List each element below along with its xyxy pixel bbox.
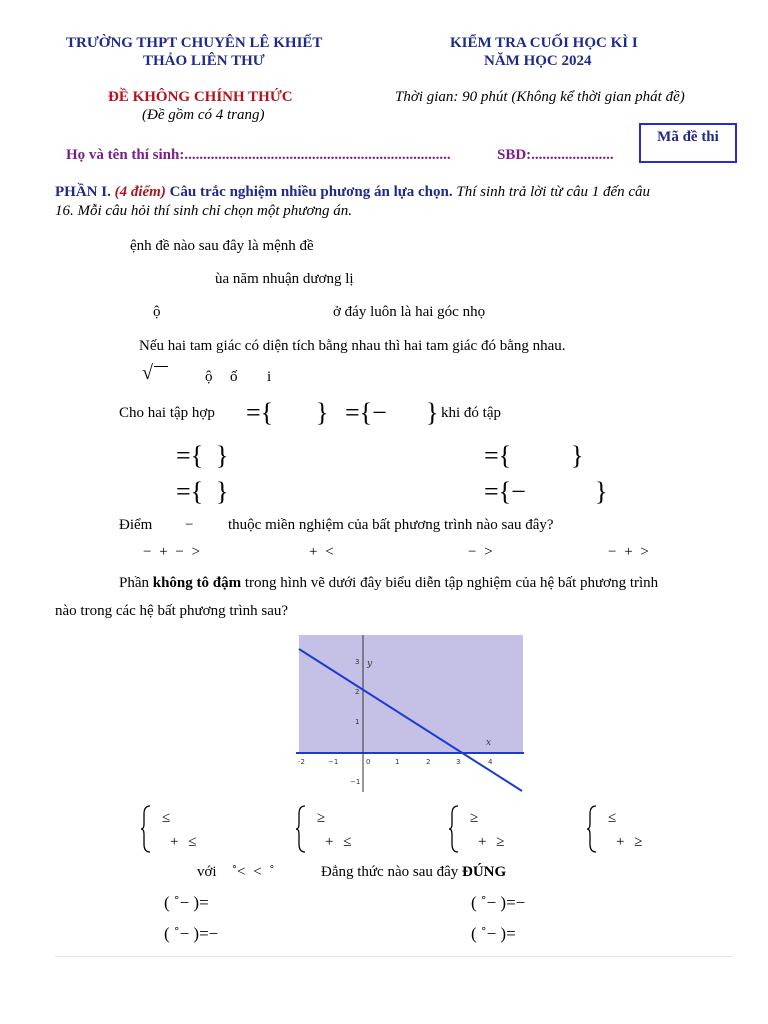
q5-stem-1: với (197, 864, 217, 880)
q2-option-a-open: ={ (176, 441, 204, 470)
y-tick-2: 2 (355, 688, 360, 696)
system-b-line2: + ≤ (325, 834, 352, 850)
system-d-line2: + ≥ (616, 834, 643, 850)
q1-option-d-1: ộ (205, 369, 213, 385)
part1-instr: Thí sinh trả lời từ câu 1 đến câu (456, 184, 651, 200)
q2-option-b-close: } (571, 441, 584, 470)
pages-note: (Đề gồm có 4 trang) (142, 107, 265, 123)
system-d-line1: ≤ (608, 810, 617, 826)
q3-dash: − (185, 517, 194, 533)
q5-stem-bold: ĐÚNG (462, 864, 507, 880)
q3-stem-2: thuộc miền nghiệm của bất phương trình nào sau đây? (228, 517, 554, 533)
exam-title: KIỂM TRA CUỐI HỌC KÌ I (450, 35, 638, 51)
y-axis-label: y (367, 659, 373, 669)
x-tick-neg2: -2 (298, 758, 305, 766)
q1-option-d-3: i (267, 369, 272, 385)
q5-option-d: ( ˚− )= (471, 924, 516, 943)
q2-stem-1: Cho hai tập hợp (119, 405, 215, 421)
x-tick-3: 3 (456, 758, 461, 766)
page-footer-divider (55, 956, 733, 957)
sqrt-bar (154, 366, 168, 367)
q2-set-a-open: ={ (246, 398, 274, 427)
q1-option-d-2: ố (230, 369, 238, 385)
q5-option-a: ( ˚− )= (164, 893, 209, 912)
part1-title: Câu trắc nghiệm nhiều phương án lựa chọn. (169, 184, 453, 200)
q2-option-d-open: ={− (484, 477, 526, 506)
system-b-brace (295, 804, 307, 854)
system-c-brace (448, 804, 460, 854)
school-name: TRƯỜNG THPT CHUYÊN LÊ KHIẾT (66, 35, 323, 51)
x-tick-2: 2 (426, 758, 431, 766)
q2-option-b-open: ={ (484, 441, 512, 470)
y-tick-3: 3 (355, 658, 360, 666)
part1-instr-2: 16. Mỗi câu hỏi thí sinh chỉ chọn một phương án. (55, 203, 352, 219)
school-subname: THẢO LIÊN THƯ (143, 53, 265, 69)
candidate-sbd-line: SBD:...................... (497, 147, 614, 163)
exam-year: NĂM HỌC 2024 (484, 53, 592, 69)
system-a-line2: + ≤ (170, 834, 197, 850)
part1-points: (4 điểm) (114, 184, 166, 200)
q1-option-c: Nếu hai tam giác có diện tích bằng nhau thì hai tam giác đó bằng nhau. (139, 338, 566, 354)
part1-heading (55, 184, 650, 201)
q4-stem-1b: không tô đậm (152, 575, 242, 591)
q1-option-b1: ộ (153, 304, 161, 320)
system-d-brace (586, 804, 598, 854)
q1-option-d-sqrt: √ (142, 362, 153, 384)
q2-option-d-close: } (595, 477, 608, 506)
q5-stem-2 (321, 864, 506, 881)
y-tick-neg1: −1 (350, 778, 361, 786)
exam-code-box (639, 123, 737, 163)
system-c-line2: + ≥ (478, 834, 505, 850)
q3-option-b: + < (309, 544, 334, 560)
exam-code-label: Mã đề thi (657, 129, 719, 145)
q4-stem-1 (119, 575, 658, 592)
y-tick-1: 1 (355, 718, 360, 726)
x-axis-label: x (486, 738, 492, 748)
q2-set-b-open: ={− (345, 398, 387, 427)
system-a-line1: ≤ (162, 810, 171, 826)
x-tick-1: 1 (395, 758, 400, 766)
q4-stem-2: nào trong các hệ bất phương trình sau? (55, 603, 289, 619)
q2-option-c-close: } (216, 477, 229, 506)
q4-stem-1a: Phần (119, 575, 149, 591)
q3-stem-1: Điểm (119, 517, 153, 533)
part1-label: PHẦN I. (55, 184, 111, 200)
q1-option-b2: ở đáy luôn là hai góc nhọ (333, 304, 486, 320)
candidate-name-line: Họ và tên thí sinh:....................................................................... (66, 147, 451, 163)
x-tick-0: 0 (366, 758, 371, 766)
q5-stem-2-text: Đẳng thức nào sau đây (321, 864, 459, 880)
unofficial-label: ĐỀ KHÔNG CHÍNH THỨC (108, 89, 293, 105)
q5-inequality: ˚< < ˚ (232, 864, 275, 880)
q3-option-d: − + > (608, 544, 649, 560)
q4-stem-1c: trong hình vẽ dưới đây biểu diễn tập nghiệm của hệ bất phương trình (244, 575, 659, 591)
system-c-line1: ≥ (470, 810, 479, 826)
x-tick-4: 4 (488, 758, 493, 766)
q1-stem: ệnh đề nào sau đây là mệnh đề (130, 238, 314, 254)
graph-shaded-region (299, 635, 523, 753)
q1-option-a: ùa năm nhuận dương lị (215, 271, 354, 287)
q3-option-c: − > (468, 544, 493, 560)
q5-option-b: ( ˚− )=− (471, 893, 526, 912)
time-note: Thời gian: 90 phút (Không kể thời gian phát đề) (395, 89, 685, 105)
q2-set-a-close: } (316, 398, 329, 427)
q2-stem-2: khi đó tập (441, 405, 501, 421)
system-b-line1: ≥ (317, 810, 326, 826)
q2-option-c-open: ={ (176, 477, 204, 506)
q3-option-a: − + − > (143, 544, 201, 560)
system-a-brace (140, 804, 152, 854)
q2-set-b-close: } (426, 398, 439, 427)
x-tick-neg1: −1 (328, 758, 339, 766)
inequality-graph (294, 632, 526, 794)
q2-option-a-close: } (216, 441, 229, 470)
q5-option-c: ( ˚− )=− (164, 924, 219, 943)
